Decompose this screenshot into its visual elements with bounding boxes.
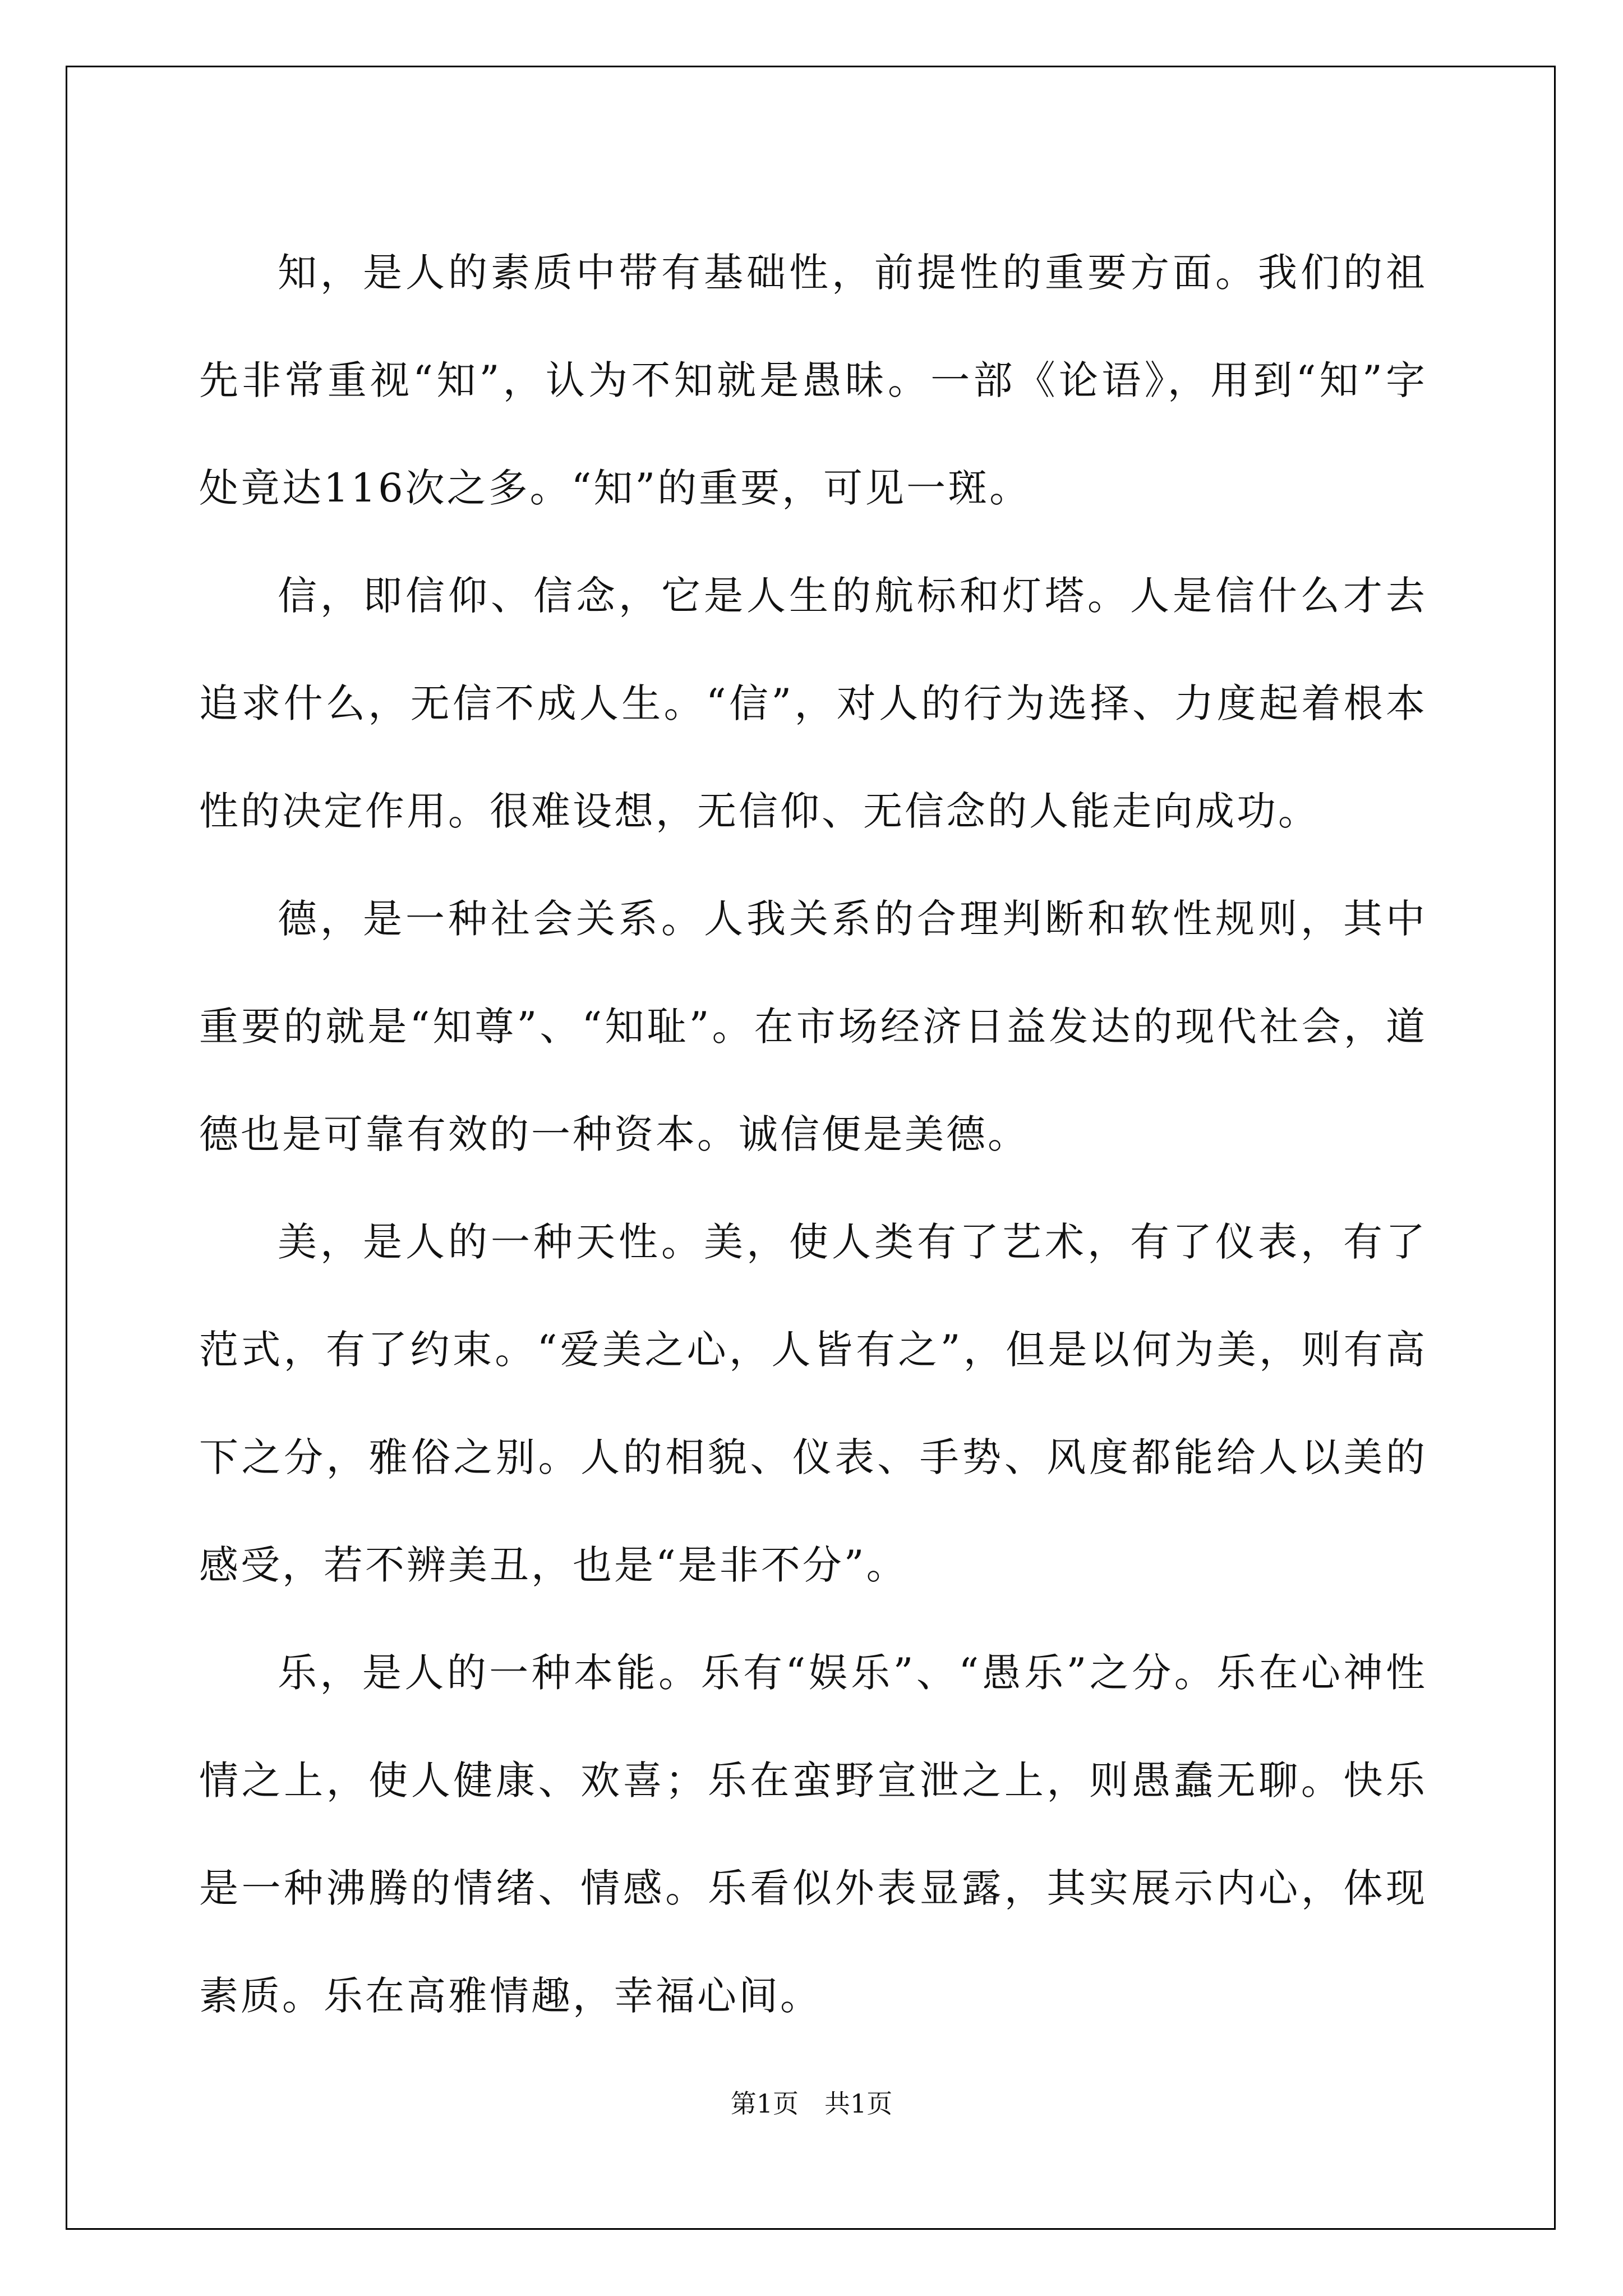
paragraph-xin: 信，即信仰、信念，它是人生的航标和灯塔。人是信什么才去追求什么，无信不成人生。“信”，对人的行为选择、力度起着根本性的决定作用。很难设想，无信仰、无信念的人能走向成功。 <box>199 573 1427 834</box>
paragraph-de: 德，是一种社会关系。人我关系的合理判断和软性规则，其中重要的就是“知尊”、“知耻”。在市场经济日益发达的现代社会，道德也是可靠有效的一种资本。诚信便是美德。 <box>199 896 1427 1157</box>
page-footer: 第1页 共1页 <box>730 2088 893 2119</box>
document-body <box>199 219 1427 2050</box>
paragraph-zhi: 知，是人的素质中带有基础性，前提性的重要方面。我们的祖先非常重视“知”，认为不知就是愚昧。一部《论语》，用到“知”字处竟达116次之多。“知”的重要，可见一斑。 <box>199 250 1427 511</box>
paragraph-mei: 美，是人的一种天性。美，使人类有了艺术，有了仪表，有了范式，有了约束。“爱美之心，人皆有之”，但是以何为美，则有高下之分，雅俗之别。人的相貌、仪表、手势、风度都能给人以美的感受，若不辨美丑，也是“是非不分”。 <box>199 1219 1427 1588</box>
paragraph-le: 乐，是人的一种本能。乐有“娱乐”、“愚乐”之分。乐在心神性情之上，使人健康、欢喜；乐在蛮野宣泄之上，则愚蠢无聊。快乐是一种沸腾的情绪、情感。乐看似外表显露，其实展示内心，体现素质。乐在高雅情趣，幸福心间。 <box>199 1650 1427 2019</box>
